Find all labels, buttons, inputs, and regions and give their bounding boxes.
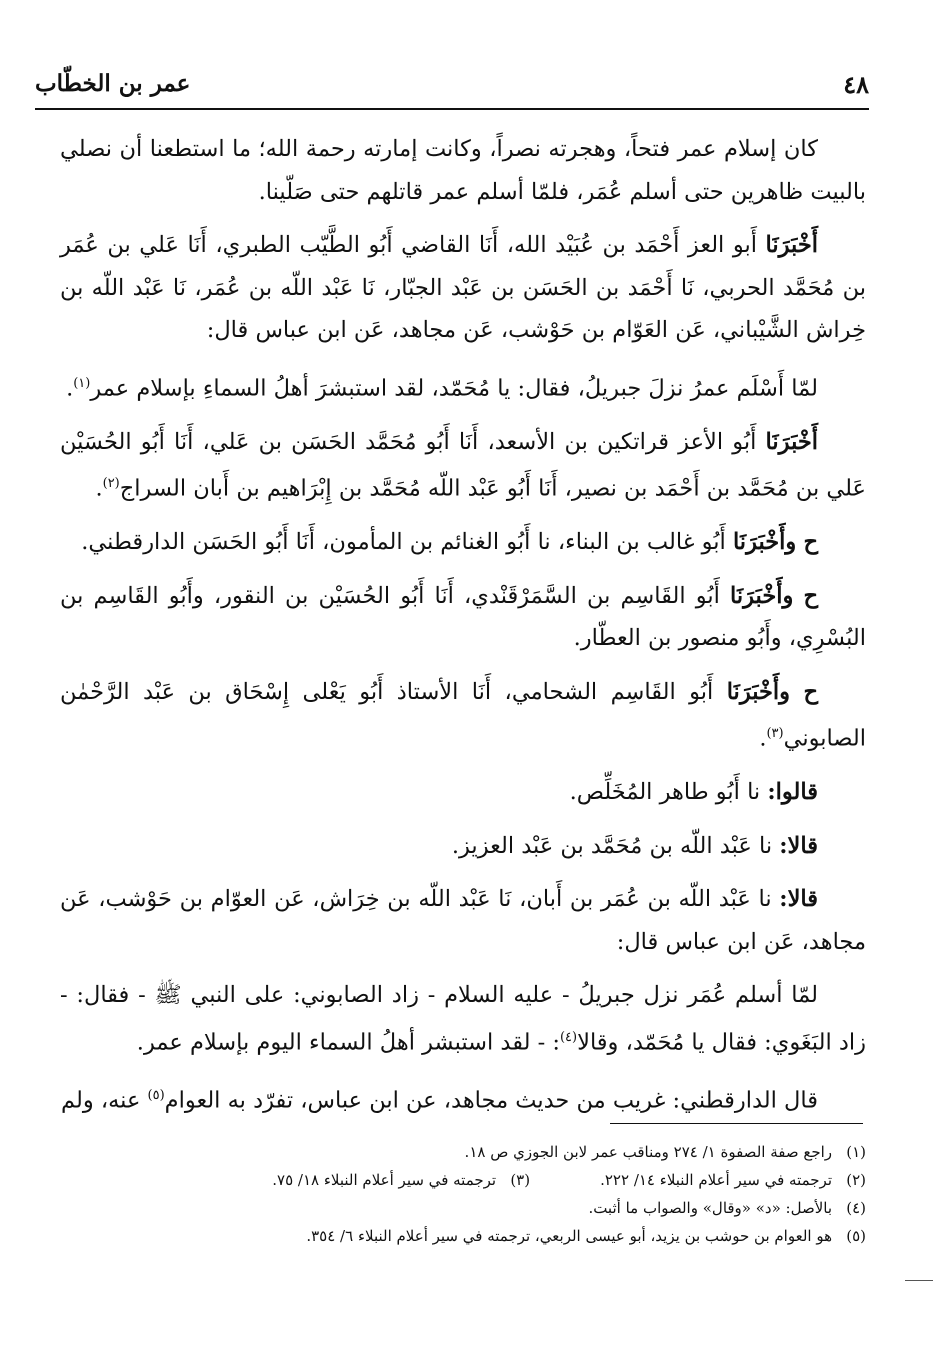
hadith-text: لمّا أَسْلَم عمرُ نزلَ جبريلُ، فقال: يا مُحَمّد، لقد استبشرَ أهلُ السماءِ بإسلام عمر$^{(١)}$. xyxy=(66,375,818,401)
main-text xyxy=(60,128,866,1133)
footnote: (٥)هو العوام بن حوشب بن يزيد، أبو عيسى الربعي، ترجمته في سير أعلام النبلاء ٦/ ٣٥٤. xyxy=(60,1222,866,1250)
keyword: قالا: xyxy=(779,886,819,912)
footnote-ref: (٢) xyxy=(102,476,120,491)
running-title: عمر بن الخطّاب xyxy=(35,70,191,97)
paragraph: كان إسلام عمر فتحاً، وهجرته نصراً، وكانت إمارته رحمة الله؛ ما استطعنا أن نصلي بالبيت ظاهرين حتى أسلم عُمَر، فلمّا أسلم عمر قاتلهم حتى صَلّينا. xyxy=(60,136,866,205)
footnote-ref: (١) xyxy=(73,375,91,391)
footnote-number: (١) xyxy=(846,1143,866,1161)
footnote: (٢)ترجمته في سير أعلام النبلاء ١٤/ ٢٢٢.(٣)ترجمته في سير أعلام النبلاء ١٨/ ٧٥. xyxy=(60,1166,866,1194)
footnote-number: (٢) xyxy=(846,1171,866,1189)
isnad-paragraph: قالا: نا عَبْد اللّه بن عُمَر بن أَبان، نَا عَبْد اللّه بن خِرَاش، عَن العوّام بن حَوْشب، عَن مجاهد، عَن ابن عباس قال: xyxy=(60,886,866,955)
keyword: أَخْبَرَنَا xyxy=(765,232,818,258)
footnote-ref: (٤) xyxy=(559,1029,578,1045)
isnad-paragraph: ح وأَخْبَرَنَا أَبُو القَاسِم الشحامي، أَنَا الأستاذ أَبُو يَعْلى إِسْحَاق بن عَبْد الرَّحْمٰن الصابوني$^{(٣)}$. xyxy=(60,678,866,752)
keyword: وأَخْبَرَنَا xyxy=(726,678,791,705)
footnote-number: (٣) xyxy=(510,1171,531,1189)
isnad-paragraph: أَخْبَرَنَا أَبو العز أَحْمَد بن عُبَيْد الله، أَنَا القاضي أَبُو الطَّيّب الطبري، أَنَا عَلي بن عُمَر بن مُحَمَّد الحربي، نَا أَحْمَد بن الحَسَن بن عَبْد الجبّار، نَا عَبْد اللّه بن عُمَر، نَا عَبْد اللّه بن خِراش الشَّيْباني، عَن العَوّام بن حَوْشب، عَن مجاهد، عَن ابن عباس قال: xyxy=(60,232,866,343)
footnote-separator xyxy=(610,1123,863,1124)
keyword: أَخْبَرَنَا xyxy=(765,428,819,455)
footnote: (١)راجع صفة الصفوة ١/ ٢٧٤ ومناقب عمر لابن الجوزي ص ١٨. xyxy=(60,1138,866,1166)
isnad-paragraph: ح وأَخْبَرَنَا أَبُو القَاسِم بن السَّمَرْقَنْدي، أَنَا أَبُو الحُسَيْن بن النقور، وأَبُو القَاسِم بن البُسْرِي، وأَبُو منصور بن العطّار. xyxy=(60,582,866,651)
footnote-ref: (٣) xyxy=(766,726,784,741)
isnad-paragraph: ح وأَخْبَرَنَا أَبُو غالب بن البناء، نا أَبُو الغنائم بن المأمون، أَنَا أَبُو الحَسَن الدارقطني. xyxy=(81,529,818,555)
ha-marker: ح xyxy=(803,582,819,609)
page-number: ٤٨ xyxy=(843,70,869,99)
ha-marker: ح xyxy=(803,678,818,705)
hadith-text: لمّا أسلم عُمَر نزل جبريلُ - عليه السلام - زاد الصابوني: على النبي ﷺ - فقال: - زاد البَغَوي: فقال يا مُحَمّد، وقالا$^{(٤)}$: - لقد استبشر أهلُ السماء اليوم بإسلام عمر. xyxy=(60,982,866,1055)
footnote-number: (٤) xyxy=(846,1199,866,1217)
ha-marker: ح xyxy=(803,529,818,555)
footnote-number: (٥) xyxy=(846,1227,866,1245)
margin-mark xyxy=(905,1280,933,1281)
keyword: قالوا: xyxy=(767,779,818,805)
isnad-paragraph: قالا: نا عَبْد اللّه بن مُحَمَّد بن عَبْد العزيز. xyxy=(451,832,818,859)
isnad-paragraph: أَخْبَرَنَا أَبُو الأعز قراتكين بن الأسعد، أَنَا أَبُو مُحَمَّد الحَسَن بن عَلي، أَنَا أَبُو الحُسَيْن عَلي بن مُحَمَّد بن أَحْمَد بن نصير، أَنَا أَبُو عَبْد اللّه مُحَمَّد بن إِبْرَاهيم بن أَبان السراج$^{(٢)}$. xyxy=(60,428,866,502)
page-header xyxy=(35,62,869,110)
isnad-paragraph: قالوا: نا أَبُو طاهر المُخَلِّص. xyxy=(569,779,818,805)
footnotes xyxy=(60,1138,866,1250)
keyword: قالا: xyxy=(779,832,818,859)
footnote: (٤)بالأصل: «د» «وقال» والصواب ما أثبت. xyxy=(60,1194,866,1222)
paragraph: قال الدارقطني: غريب من حديث مجاهد، عن ابن عباس، تفرّد به العوام$^{(٥)}$ عنه، ولم xyxy=(60,1087,818,1113)
keyword: وأَخْبَرَنَا xyxy=(730,582,794,609)
keyword: وأَخْبَرَنَا xyxy=(732,529,797,555)
footnote-ref: (٥) xyxy=(147,1087,165,1103)
